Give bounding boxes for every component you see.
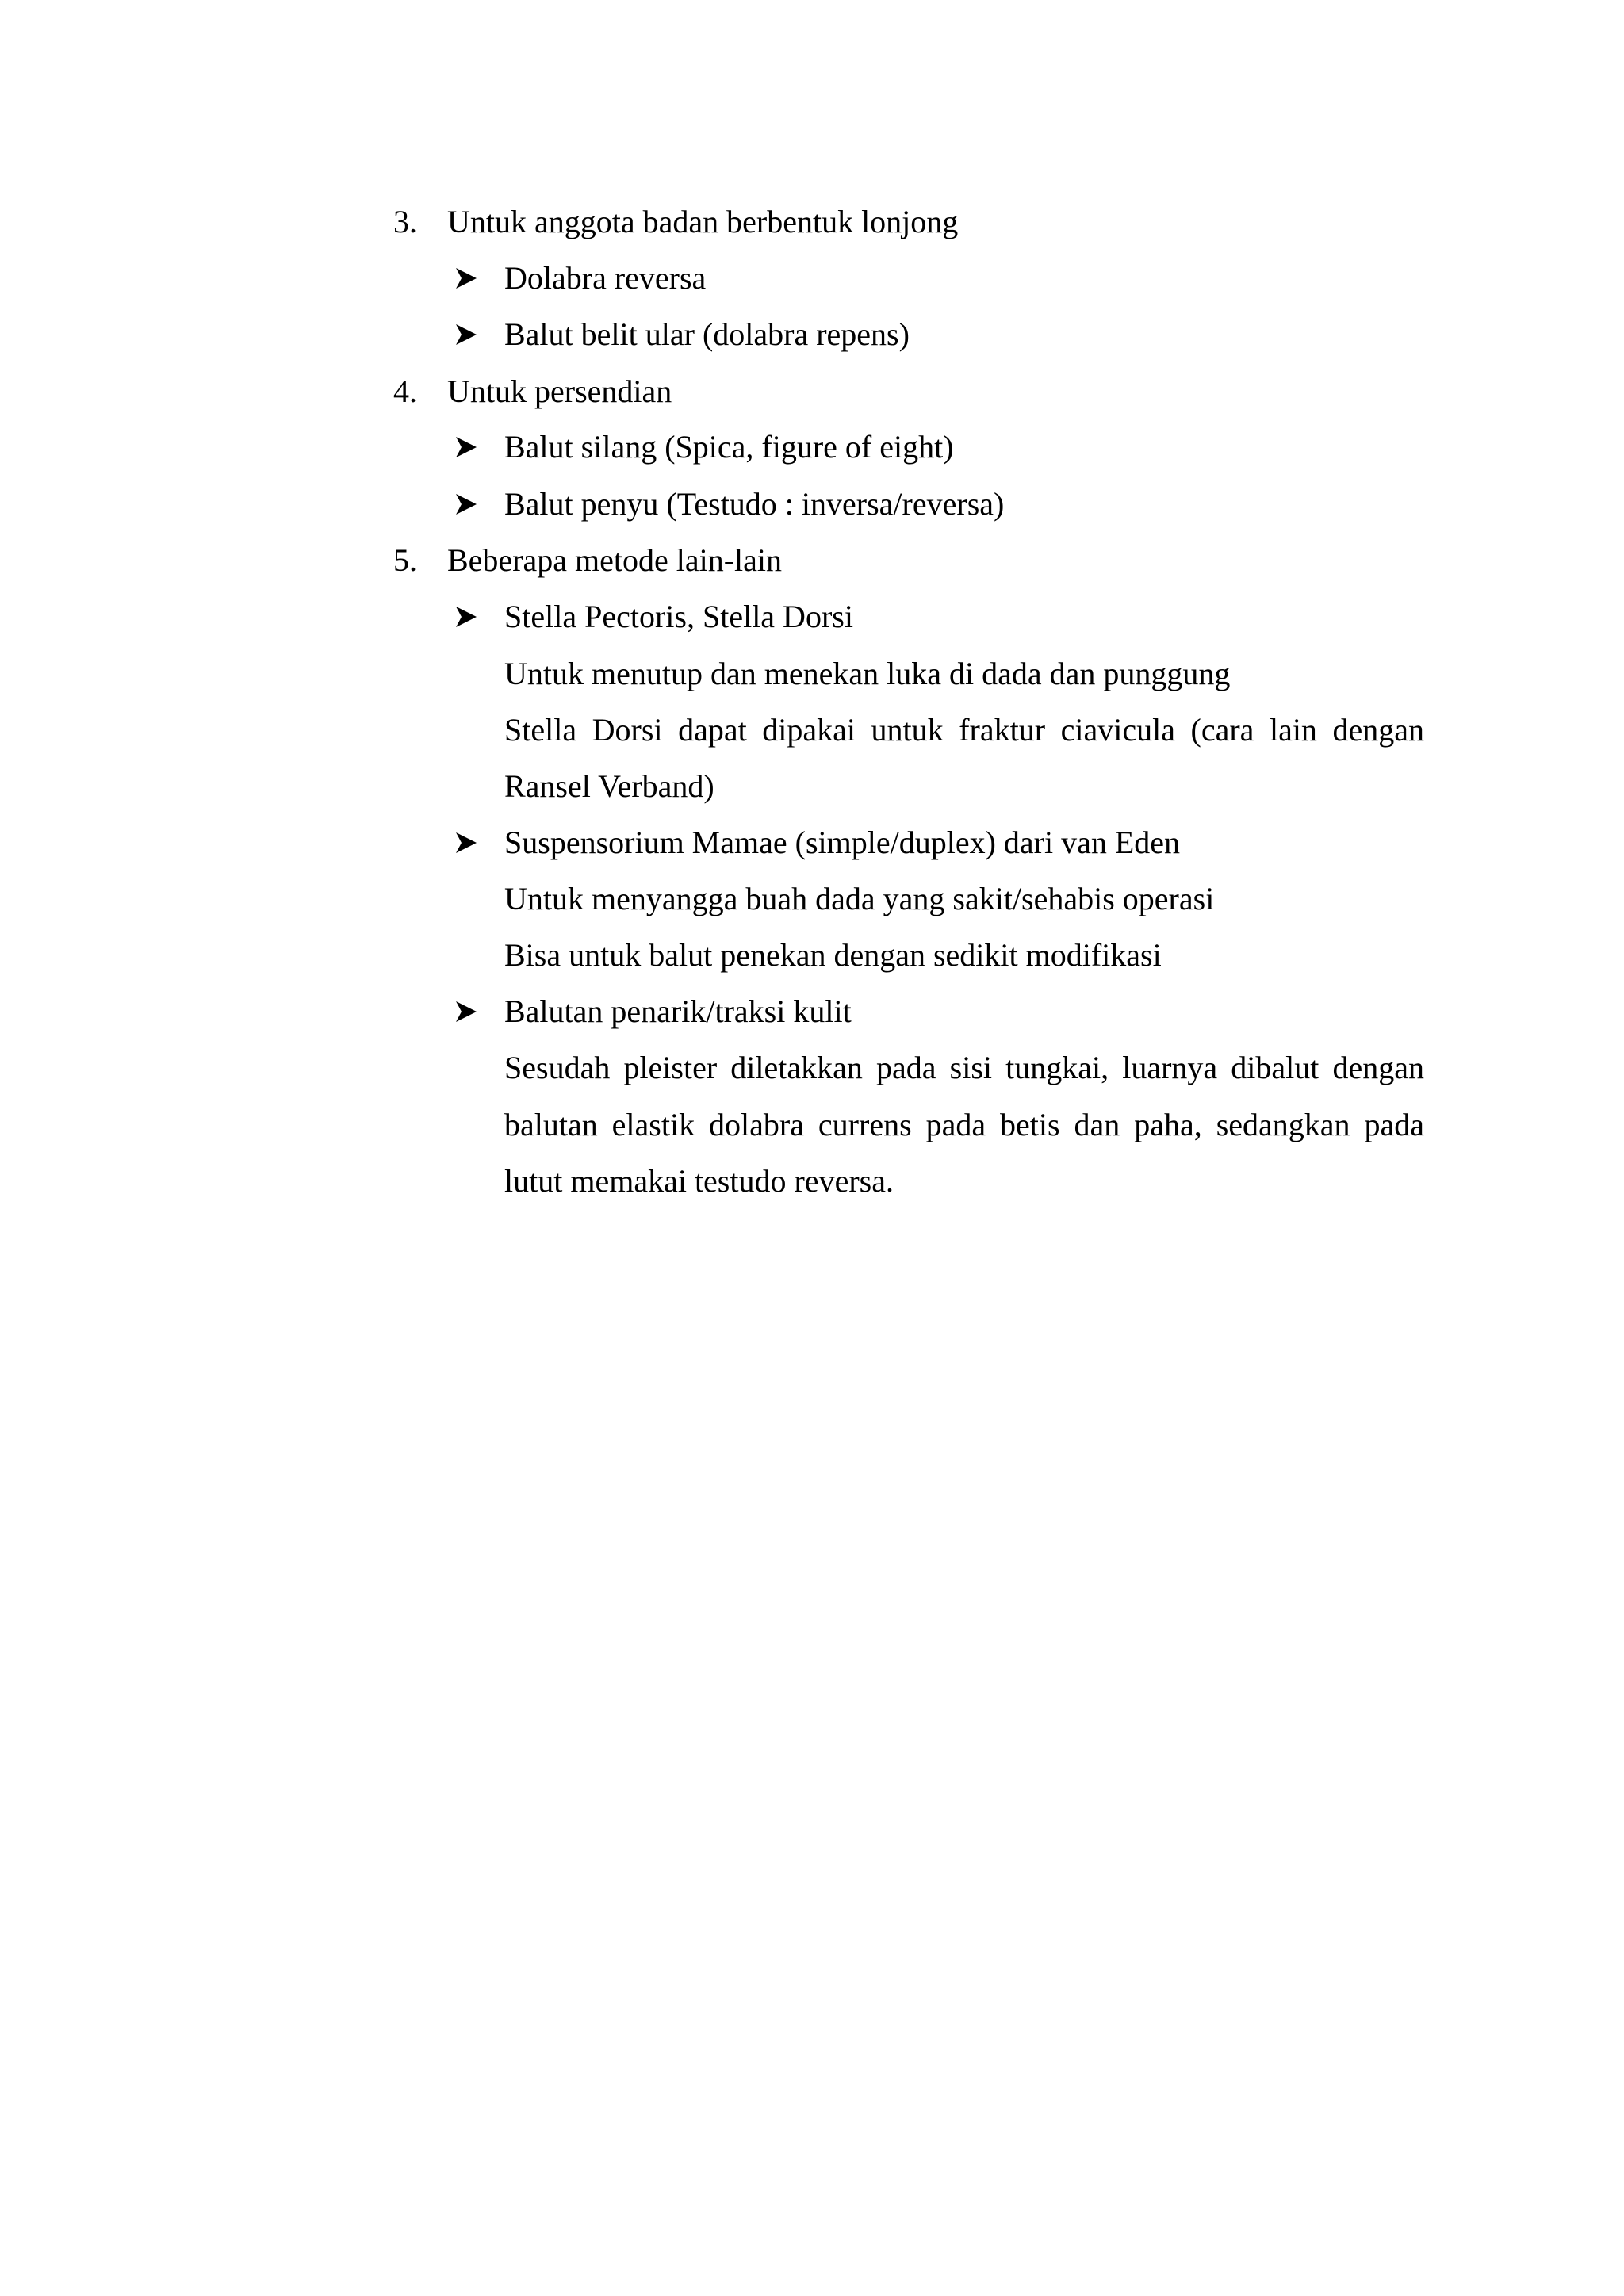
bullet-item: Stella Pectoris, Stella Dorsi bbox=[504, 599, 853, 634]
bullet-item: Balutan penarik/traksi kulit bbox=[504, 993, 852, 1029]
bullet-description: Sesudah pleister diletakkan pada sisi tungkai, luarnya dibalut dengan bbox=[504, 1050, 1424, 1085]
arrowhead-bullet-icon bbox=[454, 999, 479, 1024]
bullet-description: Untuk menutup dan menekan luka di dada dan punggung bbox=[504, 656, 1231, 691]
arrowhead-bullet-icon bbox=[454, 830, 479, 855]
list-number: 3. bbox=[393, 204, 417, 239]
list-item-title: Beberapa metode lain-lain bbox=[447, 542, 783, 578]
bullet-description: balutan elastik dolabra currens pada betis dan paha, sedangkan pada bbox=[504, 1107, 1424, 1142]
bullet-description: Ransel Verband) bbox=[504, 768, 714, 804]
arrowhead-bullet-icon bbox=[454, 492, 479, 517]
bullet-item: Suspensorium Mamae (simple/duplex) dari van Eden bbox=[504, 825, 1181, 860]
bullet-item: Balut belit ular (dolabra repens) bbox=[504, 316, 910, 352]
bullet-description: Bisa untuk balut penekan dengan sedikit modifikasi bbox=[504, 937, 1162, 973]
list-item-title: Untuk persendian bbox=[447, 373, 672, 409]
arrowhead-bullet-icon bbox=[454, 434, 479, 460]
bullet-description: Stella Dorsi dapat dipakai untuk fraktur ciavicula (cara lain dengan bbox=[504, 712, 1424, 748]
bullet-item: Dolabra reversa bbox=[504, 260, 707, 296]
list-number: 5. bbox=[393, 542, 417, 578]
bullet-description: lutut memakai testudo reversa. bbox=[504, 1163, 894, 1199]
bullet-item: Balut silang (Spica, figure of eight) bbox=[504, 429, 954, 465]
bullet-description: Untuk menyangga buah dada yang sakit/sehabis operasi bbox=[504, 881, 1215, 916]
list-item-title: Untuk anggota badan berbentuk lonjong bbox=[447, 204, 959, 239]
arrowhead-bullet-icon bbox=[454, 604, 479, 629]
list-number: 4. bbox=[393, 373, 417, 409]
arrowhead-bullet-icon bbox=[454, 322, 479, 347]
arrowhead-bullet-icon bbox=[454, 266, 479, 291]
bullet-item: Balut penyu (Testudo : inversa/reversa) bbox=[504, 486, 1005, 522]
